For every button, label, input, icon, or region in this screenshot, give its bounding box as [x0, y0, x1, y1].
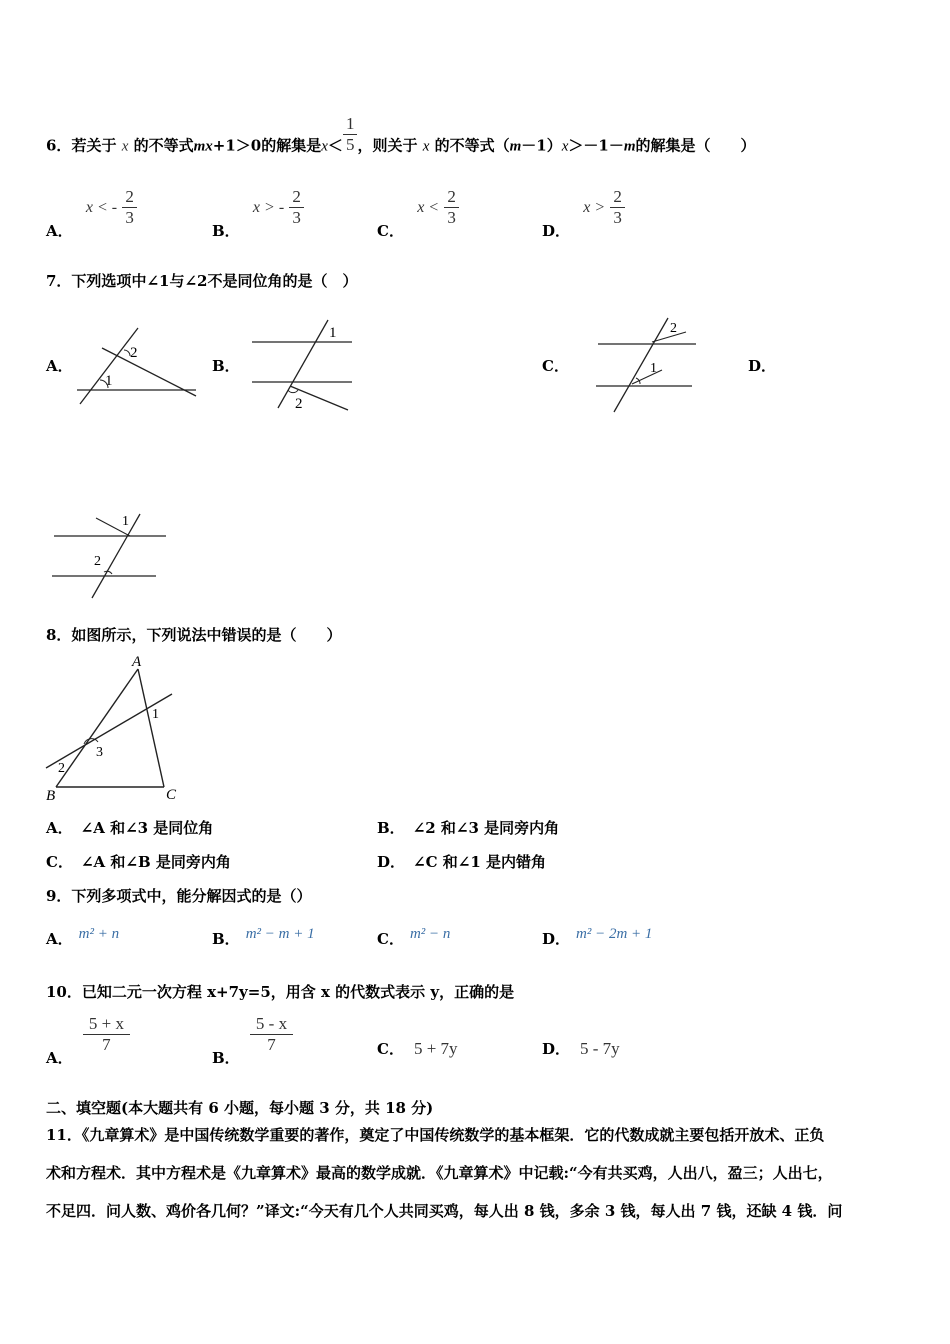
- q8-option-c[interactable]: C． ∠A 和∠B 是同旁内角: [46, 853, 231, 871]
- q10-option-d[interactable]: D． 5 - 7y: [542, 1039, 620, 1058]
- q6-stem: 6．若关于 x 的不等式mx+1＞0的解集是x＜ $\frac{1}{5}$ ，则关于 x 的不等式（m－1）x＞－1－m的解集是（ ）: [46, 114, 756, 155]
- q8-option-a[interactable]: A． ∠A 和∠3 是同位角: [46, 819, 214, 837]
- q8-title: 8．如图所示，下列说法中错误的是（ ）: [46, 626, 342, 644]
- q6-fraction: $\frac{1}{5}$: [343, 114, 358, 155]
- q7a-label-1: 1: [105, 373, 113, 389]
- q7c-label-1: 1: [650, 361, 657, 376]
- q11-line-2: 术和方程术．其中方程术是《九章算术》最高的数学成就．《九章算术》中记载:“今有共买鸡，人出八，盈三；人出七，: [46, 1164, 833, 1182]
- q6-option-a[interactable]: A． x < - $\frac{2}{3}$: [46, 187, 137, 228]
- q8-label-3: 3: [96, 745, 103, 760]
- q9-option-d[interactable]: D． m² − 2m + 1: [542, 926, 653, 948]
- q8-option-b[interactable]: B． ∠2 和∠3 是同旁内角: [377, 819, 560, 837]
- q11-paragraph: [46, 1116, 916, 1230]
- q7c-label-2: 2: [670, 321, 677, 336]
- q9-option-a[interactable]: A． m² + n: [46, 926, 120, 948]
- q9-option-c[interactable]: C． m² − n: [377, 926, 451, 948]
- q6-option-d[interactable]: D． x > $\frac{2}{3}$: [542, 187, 625, 228]
- q7-figure-c: [592, 314, 702, 414]
- q7a-label-2: 2: [130, 345, 138, 361]
- q10-option-b[interactable]: B． $\frac{5 - x}{7}$: [212, 1014, 290, 1055]
- q7-figure-a: [72, 322, 202, 408]
- q10-title: 10．已知二元一次方程 x+7y=5，用含 x 的代数式表示 y，正确的是: [46, 983, 515, 1001]
- q7-title: 7．下列选项中∠1与∠2不是同位角的是（ ）: [46, 272, 358, 290]
- q6-option-b[interactable]: B． x > - $\frac{2}{3}$: [212, 187, 304, 228]
- q7-figure-b: [248, 316, 358, 414]
- q10-option-c[interactable]: C． 5 + 7y: [377, 1039, 458, 1058]
- section2-title: 二、填空题(本大题共有 6 小题，每小题 3 分，共 18 分): [46, 1099, 434, 1117]
- q9-title: 9．下列多项式中，能分解因式的是（）: [46, 887, 312, 905]
- q7-label-d[interactable]: D．: [748, 357, 777, 375]
- q8-label-2: 2: [58, 761, 65, 776]
- q8-label-c: C: [166, 787, 177, 803]
- q7-figure-d: [50, 510, 170, 602]
- q8-triangle-figure: [40, 652, 190, 804]
- q11-line-1: 11．《九章算术》是中国传统数学重要的著作，奠定了中国传统数学的基本框架．它的代数成就主要包括开放术、正负: [46, 1126, 825, 1144]
- q7d-label-1: 1: [122, 514, 129, 529]
- q10-option-a[interactable]: A． $\frac{5 + x}{7}$: [46, 1014, 127, 1055]
- q9-option-b[interactable]: B． m² − m + 1: [212, 926, 315, 948]
- q7-label-b[interactable]: B．: [212, 357, 240, 375]
- q7b-label-2: 2: [295, 396, 303, 412]
- q7-label-a[interactable]: A．: [46, 357, 73, 375]
- q11-line-3: 不足四．问人数、鸡价各几何？”译文:“今天有几个人共同买鸡，每人出 8 钱，多余 3 钱，每人出 7 钱，还缺 4 钱．问: [46, 1202, 843, 1220]
- q8-label-a: A: [132, 654, 142, 670]
- q7d-label-2: 2: [94, 554, 101, 569]
- q7b-label-1: 1: [329, 325, 337, 341]
- q8-label-b: B: [46, 788, 56, 804]
- q8-option-d[interactable]: D． ∠C 和∠1 是内错角: [377, 853, 546, 871]
- q7-label-c[interactable]: C．: [542, 357, 569, 375]
- q8-label-1: 1: [152, 707, 159, 722]
- q6-option-c[interactable]: C． x < $\frac{2}{3}$: [377, 187, 459, 228]
